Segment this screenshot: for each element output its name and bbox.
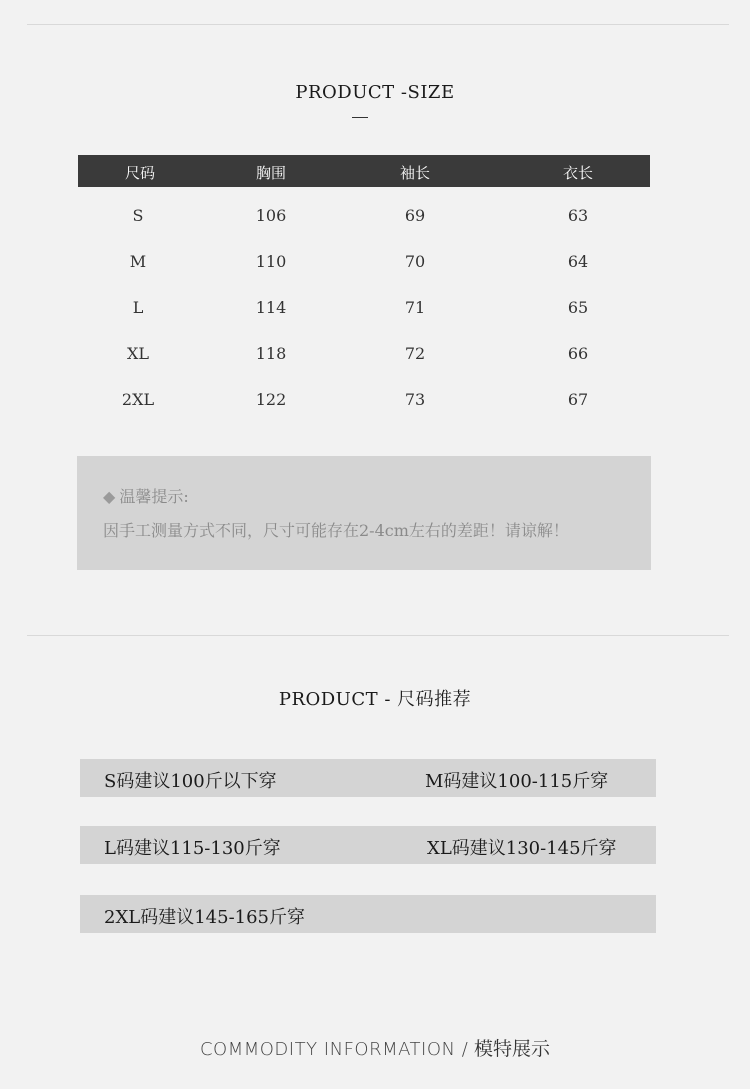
cell-size: M: [129, 252, 147, 271]
size-section-title: PRODUCT -SIZE: [295, 82, 455, 103]
table-row: [78, 325, 650, 371]
cell-chest: 114: [255, 298, 287, 317]
cell-size: S: [132, 206, 144, 225]
cell-length: 63: [567, 206, 589, 225]
cell-sleeve: 73: [404, 390, 426, 409]
recommend-item: L码建议115-130斤穿: [104, 838, 281, 859]
title-dash: [352, 117, 368, 118]
cell-sleeve: 72: [404, 344, 426, 363]
cell-length: 66: [567, 344, 589, 363]
cell-chest: 118: [255, 344, 287, 363]
header-length: 衣长: [562, 164, 594, 182]
table-row: [78, 233, 650, 279]
cell-size: XL: [126, 344, 150, 363]
cell-chest: 122: [255, 390, 287, 409]
table-row: [78, 371, 650, 417]
cell-length: 67: [567, 390, 589, 409]
cell-sleeve: 69: [404, 206, 426, 225]
cell-length: 65: [567, 298, 589, 317]
recommend-item: XL码建议130-145斤穿: [427, 838, 617, 859]
recommend-bar: [80, 895, 656, 933]
header-chest: 胸围: [255, 164, 287, 182]
header-size: 尺码: [124, 164, 156, 182]
tip-title-text: 温馨提示:: [119, 487, 189, 506]
table-row: [78, 279, 650, 325]
diamond-icon: ◆: [103, 487, 116, 506]
size-table: [78, 155, 650, 417]
footer-cn: 模特展示: [474, 1038, 551, 1060]
cell-chest: 110: [255, 252, 287, 271]
footer-en: COMMODITY INFORMATION /: [199, 1039, 469, 1060]
footer-title: [0, 1034, 750, 1061]
recommend-item: S码建议100斤以下穿: [104, 771, 277, 792]
table-body: [78, 187, 650, 417]
cell-size: L: [132, 298, 144, 317]
cell-sleeve: 70: [404, 252, 426, 271]
cell-size: 2XL: [121, 390, 155, 409]
recommend-item: 2XL码建议145-165斤穿: [104, 907, 306, 928]
tip-title: [103, 484, 189, 507]
table-header: [78, 155, 650, 187]
recommend-bar: [80, 826, 656, 864]
cell-length: 64: [567, 252, 589, 271]
header-sleeve: 袖长: [399, 164, 431, 182]
middle-divider: [27, 635, 729, 636]
top-divider: [27, 24, 729, 25]
cell-sleeve: 71: [404, 298, 426, 317]
tip-text: 因手工测量方式不同，尺寸可能存在2-4cm左右的差距！请谅解！: [103, 521, 569, 540]
recommend-section-title: PRODUCT - 尺码推荐: [278, 689, 472, 710]
recommend-bar: [80, 759, 656, 797]
cell-chest: 106: [255, 206, 287, 225]
table-row: [78, 187, 650, 233]
recommend-item: M码建议100-115斤穿: [425, 771, 609, 792]
tip-box: [77, 456, 651, 570]
